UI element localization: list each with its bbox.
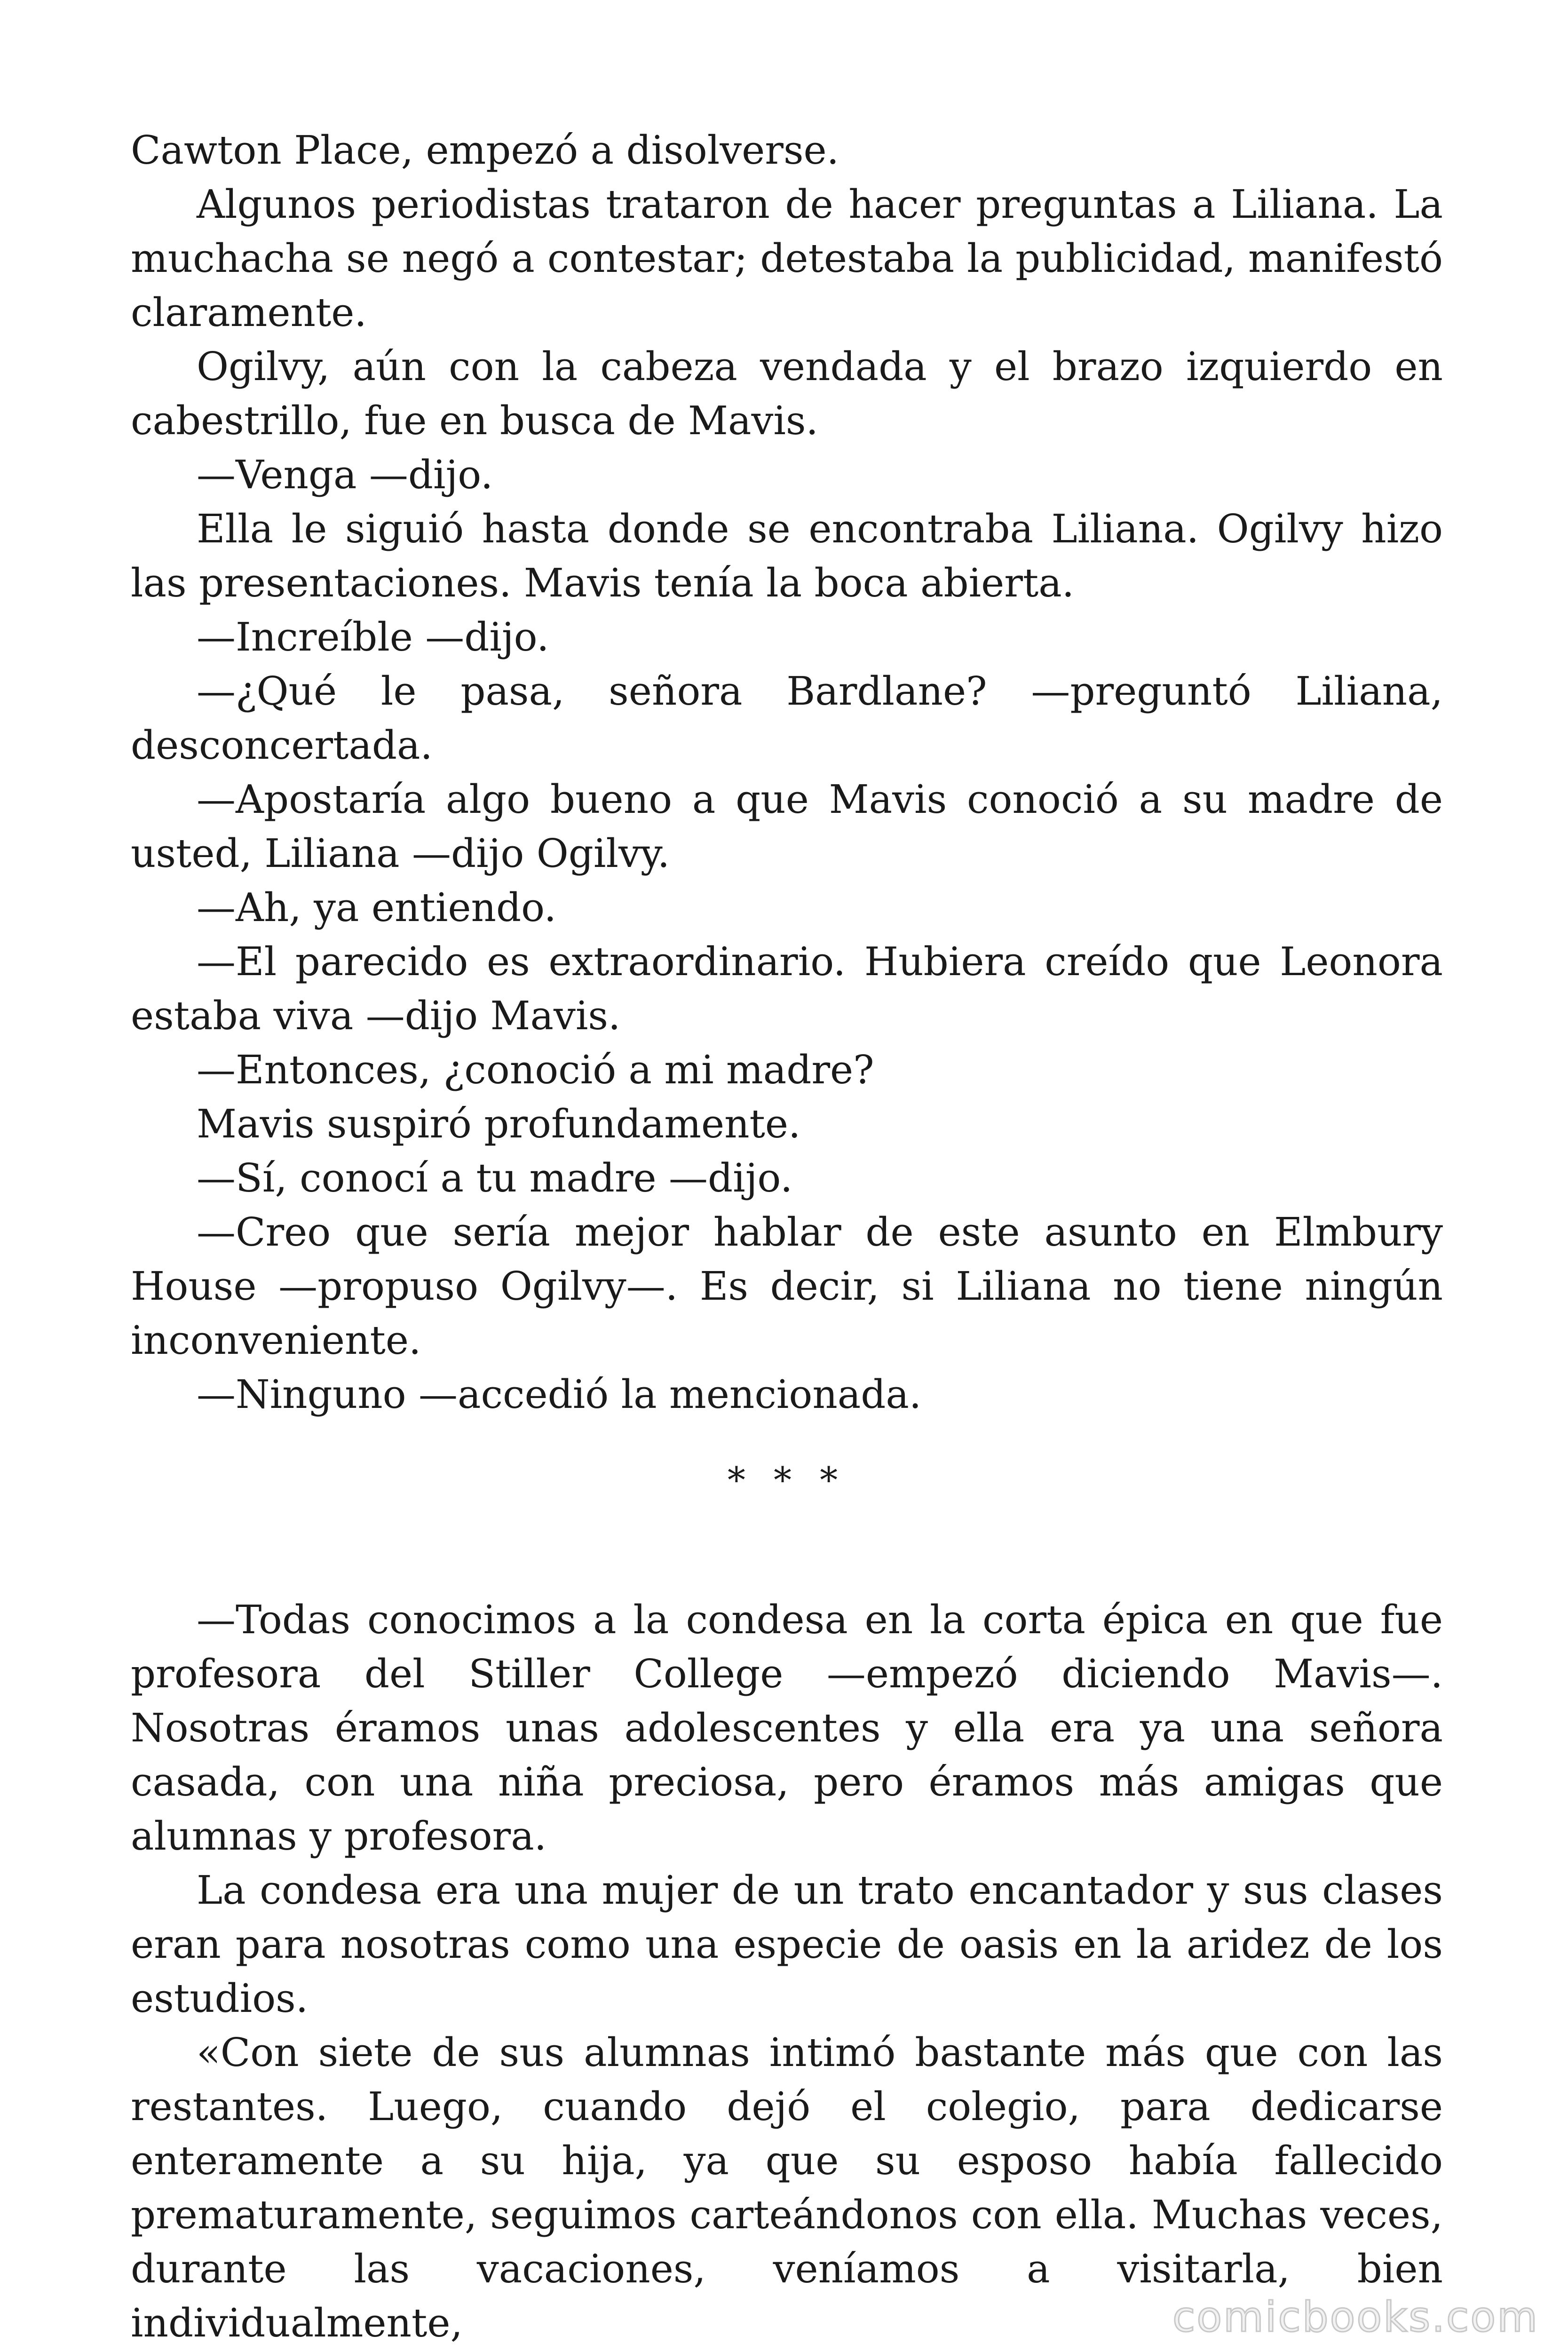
text-section-before — [131, 123, 1443, 1422]
scene-separator: * * * — [727, 1459, 847, 1501]
paragraph: —Creo que sería mejor hablar de este asunto en Elmbury House —propuso Ogilvy—. Es decir, si Liliana no tiene ningún inconveniente. — [131, 1209, 1443, 1363]
paragraph: —El parecido es extraordinario. Hubiera creído que Leonora estaba viva —dijo Mavis. — [131, 939, 1443, 1039]
paragraph: —¿Qué le pasa, señora Bardlane? —preguntó Liliana, desconcertada. — [131, 668, 1443, 768]
paragraph: Algunos periodistas trataron de hacer preguntas a Liliana. La muchacha se negó a contestar; detestaba la publicidad, manifestó claramente. — [131, 182, 1443, 335]
paragraph: «Con siete de sus alumnas intimó bastante más que con las restantes. Luego, cuando dejó el colegio, para dedicarse enteramente a su hija, ya que su esposo había fallecido prematuramente, seguimos carteándonos con ella. Muchas veces, durante las vacaciones, veníamos a visitarla, bien individualmente, — [131, 2030, 1443, 2346]
paragraph: Ogilvy, aún con la cabeza vendada y el brazo izquierdo en cabestrillo, fue en busca de Mavis. — [131, 344, 1443, 444]
watermark-logo: comicbooks.com — [1172, 2293, 1539, 2341]
paragraph: Cawton Place, empezó a disolverse. — [131, 127, 839, 173]
text-section-after — [131, 1593, 1443, 2350]
paragraph: Ella le siguió hasta donde se encontraba Liliana. Ogilvy hizo las presentaciones. Mavis tenía la boca abierta. — [131, 506, 1443, 606]
paragraph: Mavis suspiró profundamente. — [197, 1101, 801, 1147]
paragraph: —Ninguno —accedió la mencionada. — [197, 1372, 922, 1417]
paragraph: —Ah, ya entiendo. — [197, 885, 556, 930]
paragraph: La condesa era una mujer de un trato encantador y sus clases eran para nosotras como una especie de oasis en la aridez de los estudios. — [131, 1867, 1443, 2021]
paragraph: —Apostaría algo bueno a que Mavis conoció a su madre de usted, Liliana —dijo Ogilvy. — [131, 777, 1443, 876]
page-text — [131, 123, 1443, 2350]
paragraph: —Sí, conocí a tu madre —dijo. — [197, 1155, 793, 1201]
paragraph: —Entonces, ¿conoció a mi madre? — [197, 1047, 874, 1093]
paragraph: —Todas conocimos a la condesa en la corta épica en que fue profesora del Stiller College —empezó diciendo Mavis—. Nosotras éramos unas adolescentes y ella era ya una señora casada, con una niña preciosa, pero éramos más amigas que alumnas y profesora. — [131, 1597, 1443, 1859]
paragraph: —Venga —dijo. — [197, 452, 493, 498]
paragraph: —Increíble —dijo. — [197, 614, 549, 660]
